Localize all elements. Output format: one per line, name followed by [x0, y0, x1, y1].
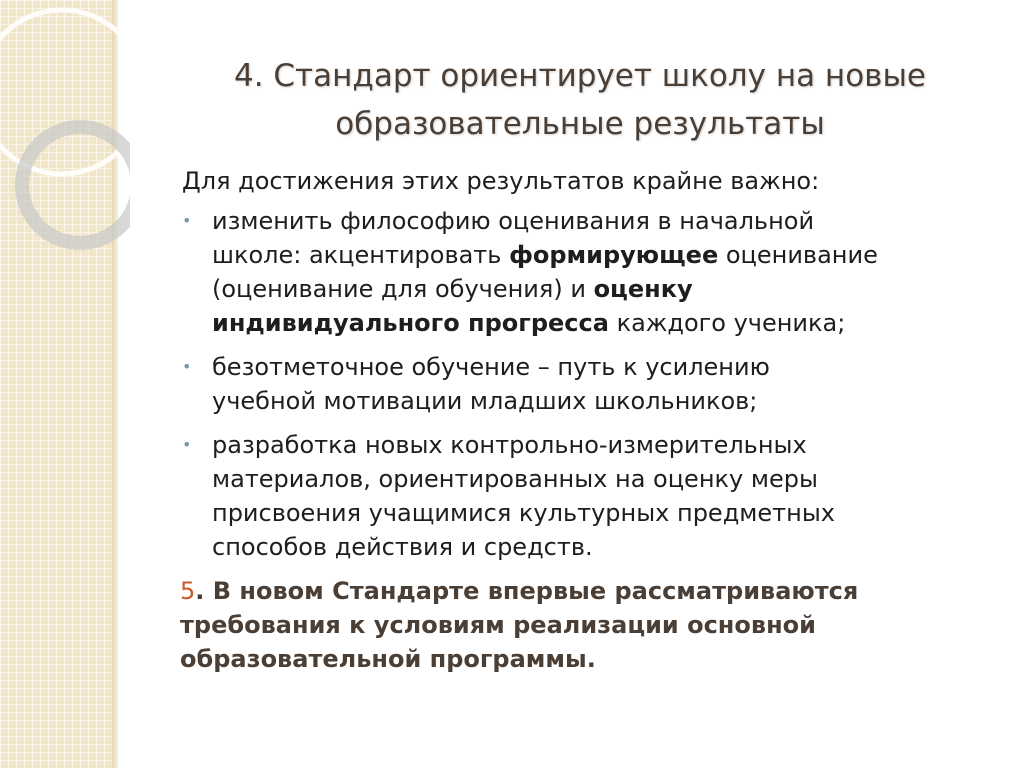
bullet-3-line-4: способов действия и средств.	[212, 533, 593, 561]
bullet-1-line-3-text: (оценивание для обучения) и	[212, 275, 594, 303]
decorative-rings	[0, 0, 130, 300]
list-item	[180, 350, 1000, 418]
bullet-3-line-2: материалов, ориентированных на оценку меры	[212, 465, 818, 493]
emphasis-assessment: оценку	[593, 275, 693, 303]
emphasis-formative: формирующее	[509, 241, 719, 269]
slide-title	[200, 52, 960, 148]
bullet-1-line-3	[212, 272, 1000, 306]
bullet-1-line-4-tail: каждого ученика;	[608, 309, 846, 337]
point-5-number: 5	[180, 577, 196, 605]
point-5-line-2: требования к условиям реализации основной	[180, 611, 816, 639]
small-ring	[22, 127, 130, 243]
slide-body	[180, 164, 1000, 676]
bullet-dot-icon: •	[182, 211, 192, 230]
title-line-2: образовательные результаты	[335, 106, 825, 142]
bullet-1-line-2-text: школе: акцентировать	[212, 241, 510, 269]
point-5-line-1	[180, 574, 1000, 608]
point-5-line-1-text: . В новом Стандарте впервые рассматриваются	[195, 577, 859, 605]
point-5-line-3: образовательной программы.	[180, 645, 596, 673]
list-item	[180, 428, 1000, 564]
bullet-3-line-3: присвоения учащимися культурных предметных	[212, 499, 835, 527]
bullet-3-line-1: разработка новых контрольно-измерительных	[212, 431, 807, 459]
title-line-1: 4. Стандарт ориентирует школу на новые	[233, 58, 926, 94]
emphasis-individual-progress: индивидуального прогресса	[212, 309, 609, 337]
intro-text: Для достижения этих результатов крайне важно:	[182, 167, 820, 195]
bullet-1-line-2-tail: оценивание	[718, 241, 878, 269]
list-item	[180, 204, 1000, 340]
large-ring	[0, 10, 130, 174]
bullet-1-line-1: изменить философию оценивания в начальной	[212, 207, 815, 235]
bullet-dot-icon: •	[182, 357, 192, 376]
point-5-block	[180, 574, 1000, 676]
bullet-1-line-2	[212, 238, 1000, 272]
bullet-1-line-4	[212, 306, 1000, 340]
bullet-2-line-2: учебной мотивации младших школьников;	[212, 387, 758, 415]
bullet-dot-icon: •	[182, 435, 192, 454]
bullet-2-line-1: безотметочное обучение – путь к усилению	[212, 353, 770, 381]
bullet-list	[180, 204, 1000, 564]
